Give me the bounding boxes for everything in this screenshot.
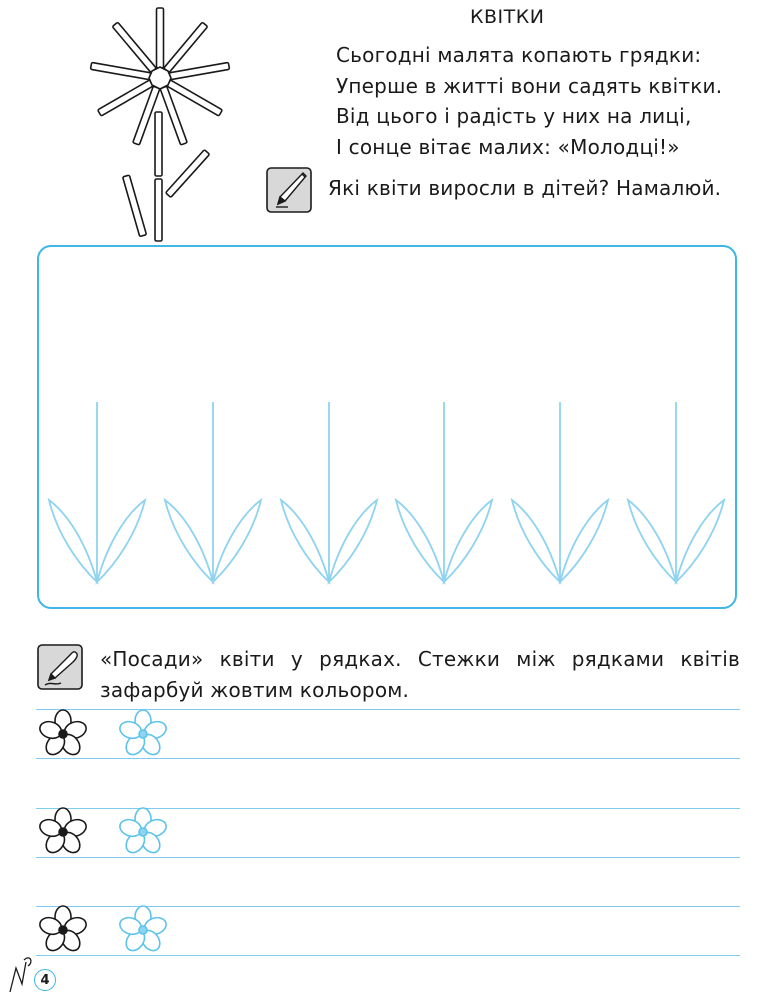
stem-with-leaves (396, 402, 492, 582)
poem (336, 40, 722, 162)
poem-line: Уперше в житті вони садять квітки. (336, 73, 723, 98)
page-title: КВІТКИ (470, 6, 545, 28)
poem-line: І сонце вітає малих: «Молодці!» (336, 134, 680, 159)
stem-with-leaves (281, 402, 377, 582)
flower-sample-blue-icon (116, 903, 170, 957)
poem-line: Сьогодні малята копають грядки: (336, 43, 702, 67)
flower-sample-black-icon (36, 903, 90, 957)
pen-icon (37, 644, 83, 690)
task2-instruction: «Посади» квіти у рядках. Стежки між рядками квітів зафарбуй жовтим кольором. (100, 647, 740, 702)
stem-with-leaves (165, 402, 261, 582)
flower-sample-blue-icon (116, 805, 170, 859)
flower-sample-black-icon (36, 707, 90, 761)
page-number: 4 (34, 969, 56, 991)
pencil-icon (266, 167, 312, 213)
flower-sample-blue-icon (116, 707, 170, 761)
flower-sample-black-icon (36, 805, 90, 859)
stem-with-leaves (49, 402, 145, 582)
stems-with-leaves (37, 245, 737, 609)
poem-line: Від цього і радість у них на лиці, (336, 104, 692, 128)
stick-flower-illustration (80, 4, 240, 244)
task1-instruction: Які квіти виросли в дітей? Намалюй. (328, 176, 722, 200)
stem-with-leaves (512, 402, 608, 582)
publisher-logo-icon (4, 948, 38, 998)
stem-with-leaves (628, 402, 724, 582)
